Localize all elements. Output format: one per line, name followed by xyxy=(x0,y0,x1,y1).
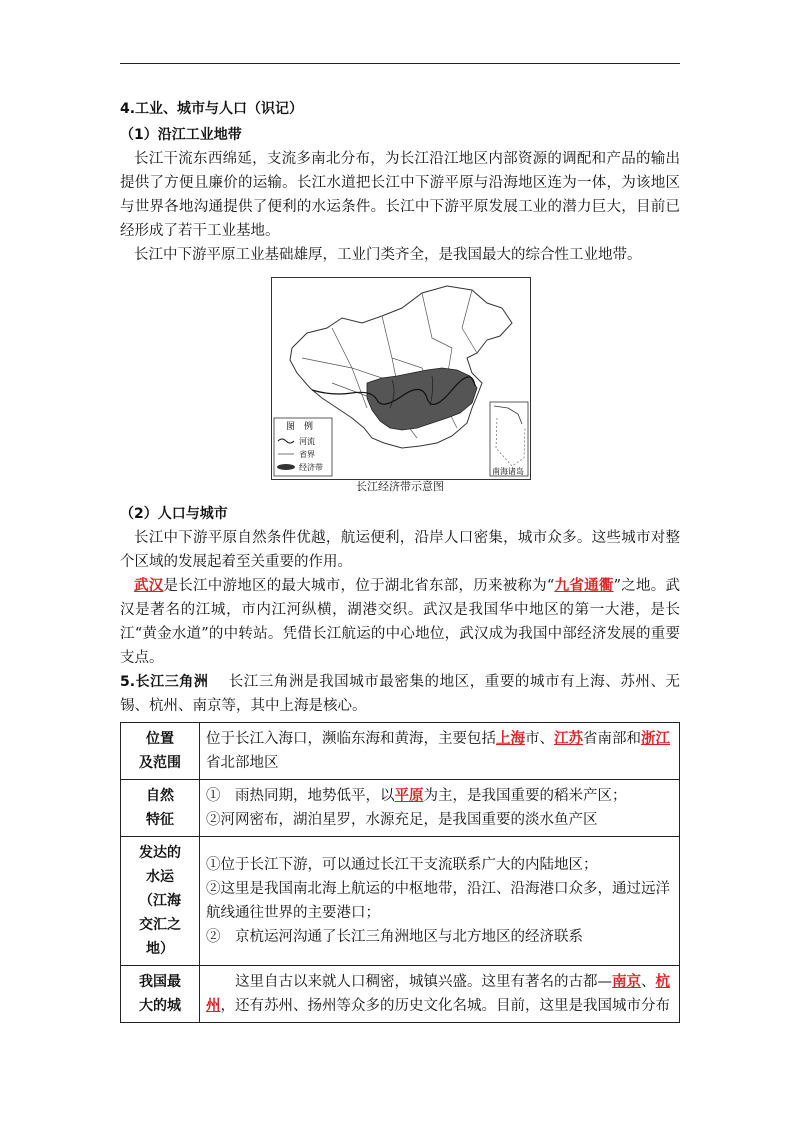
wuhan-text-2: ”之地。武汉是著名的江城，市内江河纵横，湖港交织。武汉是我国华中地区的第一大港，是长江“黄金水道”的中转站。凭借长江航运的中心地位，武汉成为我国中部经济发展的重要支点。 xyxy=(120,578,681,666)
inset-label: 南海诸岛 xyxy=(492,467,524,476)
highlight-nanjing: 南京 xyxy=(612,973,641,990)
subsection-industry-title: （1）沿江工业地带 xyxy=(120,127,242,143)
paragraph-delta-intro xyxy=(120,670,680,718)
table-row xyxy=(121,837,680,966)
row-content-cities: 这里自古以来就人口稠密，城镇兴盛。这里有著名的古都—南京、杭州，还有苏州、扬州等众多的历史文化名城。目前，这里是我国城市分布 xyxy=(200,966,680,1023)
yangtze-economic-belt-map xyxy=(271,277,531,480)
row-content-location: 位于长江入海口，濒临东海和黄海，主要包括上海市、江苏省南部和浙江省北部地区 xyxy=(200,723,680,780)
header-rule xyxy=(120,63,680,64)
map-caption: 长江经济带示意图 xyxy=(356,480,444,493)
map-figure xyxy=(271,277,529,494)
legend-belt-label: 经济带 xyxy=(299,463,323,472)
highlight-jiusheng: 九省通衢 xyxy=(554,577,614,594)
highlight-wuhan: 武汉 xyxy=(134,577,164,594)
paragraph-industry-1: 长江干流东西绵延，支流多南北分布，为长江沿江地区内部资源的调配和产品的输出提供了方便且廉价的运输。长江水道把长江中下游平原与沿海地区连为一体，为该地区与世界各地沟通提供了便利的水运条件。长江中下游平原发展工业的潜力巨大，目前已经形成了若干工业基地。 xyxy=(120,151,680,239)
subsection-population-title: （2）人口与城市 xyxy=(120,506,228,522)
row-label-shipping: 发达的 水运 （江海 交汇之 地） xyxy=(121,837,200,966)
document-body xyxy=(120,97,680,1023)
highlight-zhejiang: 浙江 xyxy=(641,730,670,747)
paragraph-industry-2: 长江中下游平原工业基础雄厚，工业门类齐全，是我国最大的综合性工业地带。 xyxy=(134,247,642,263)
delta-table xyxy=(120,722,680,1023)
row-label-nature: 自然 特征 xyxy=(121,780,200,837)
highlight-jiangsu: 江苏 xyxy=(554,730,583,747)
table-row xyxy=(121,780,680,837)
legend-river-label: 河流 xyxy=(299,437,315,446)
paragraph-population-1: 长江中下游平原自然条件优越，航运便利，沿岸人口密集，城市众多。这些城市对整个区域的发展起着至关重要的作用。 xyxy=(120,530,680,570)
row-label-location: 位置 及范围 xyxy=(121,723,200,780)
row-content-nature: ① 雨热同期，地势低平，以平原为主，是我国重要的稻米产区； ②河网密布，湖泊星罗，水源充足，是我国重要的淡水鱼产区 xyxy=(200,780,680,837)
section-4-title: 4.工业、城市与人口（识记） xyxy=(120,101,304,117)
paragraph-wuhan xyxy=(120,574,680,670)
legend-boundary-label: 省界 xyxy=(299,450,315,459)
highlight-shanghai: 上海 xyxy=(496,730,525,747)
wuhan-text-1: 是长江中游地区的最大城市，位于湖北省东部，历来被称为“ xyxy=(163,578,555,594)
section-5-title: 5.长江三角洲 xyxy=(120,674,209,690)
delta-intro-text: 长江三角洲是我国城市最密集的地区，重要的城市有上海、苏州、无锡、杭州、南京等，其中上海是核心。 xyxy=(120,674,681,714)
row-content-shipping: ①位于长江下游，可以通过长江干支流联系广大的内陆地区； ②这里是我国南北海上航运的中枢地带，沿江、沿海港口众多，通过远洋航线通往世界的主要港口； ② 京杭运河沟通了长江三角洲地区与北方地区的经济联系 xyxy=(200,837,680,966)
table-row xyxy=(121,723,680,780)
legend-title: 图 例 xyxy=(286,422,314,432)
highlight-pingyuan: 平原 xyxy=(394,787,424,804)
row-label-cities: 我国最 大的城 xyxy=(121,966,200,1023)
legend-belt-symbol xyxy=(277,464,295,470)
table-row xyxy=(121,966,680,1023)
highlight-hangzhou: 杭州 xyxy=(206,973,670,1014)
